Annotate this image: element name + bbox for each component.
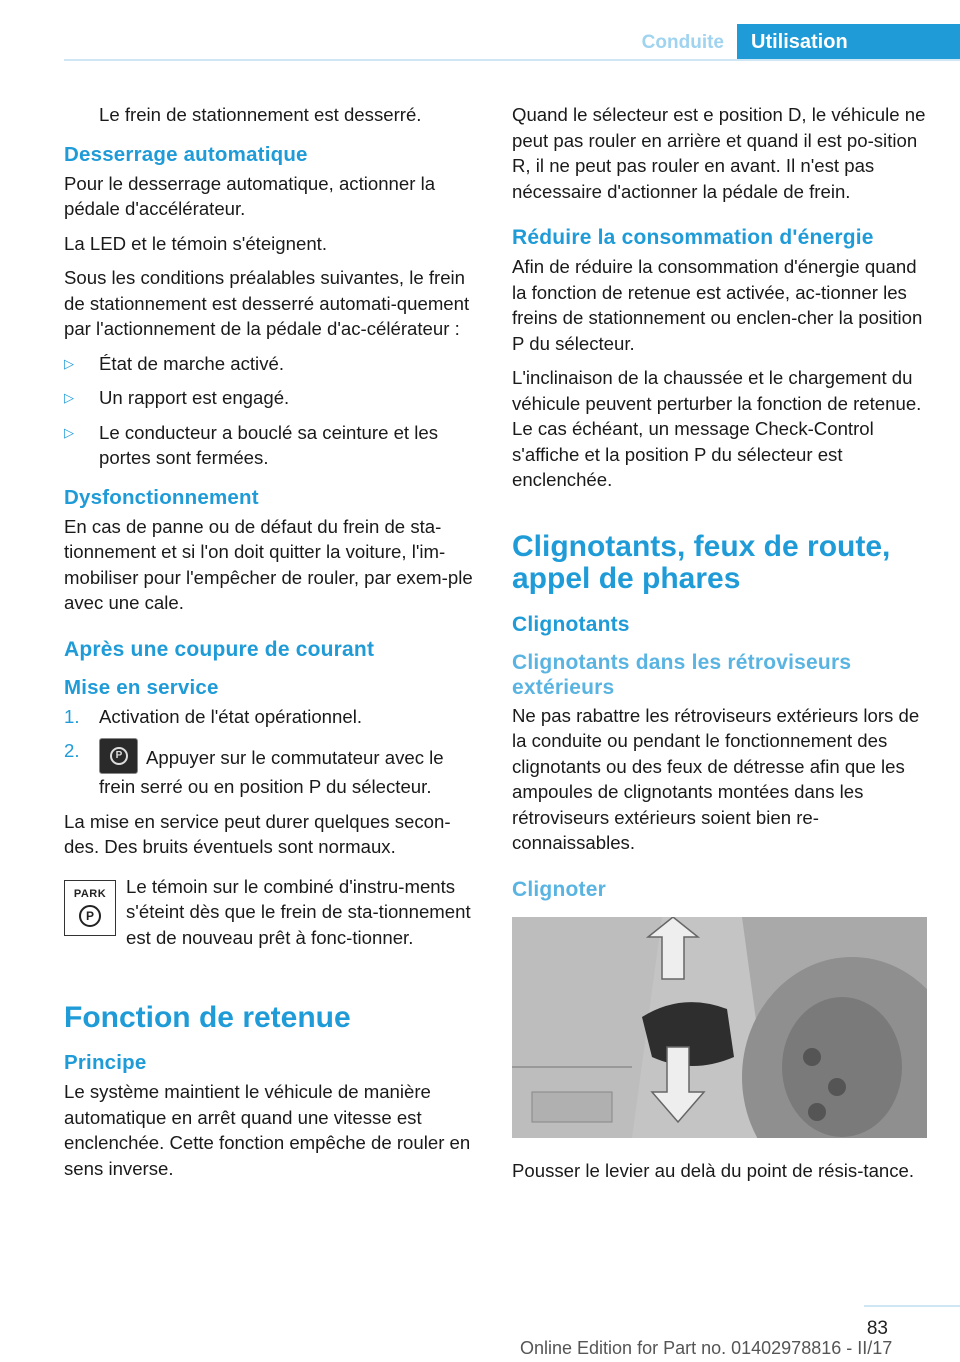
footer-edition: Online Edition for Part no. 01402978816 - II/17	[520, 1338, 893, 1358]
conditions-list	[64, 351, 476, 471]
heading-desserrage-automatique: Desserrage automatique	[64, 142, 308, 166]
paragraph: L'inclinaison de la chaussée et le chargement du véhicule peuvent perturber la fonction de retenue. Le cas échéant, un message Check-Control s'affiche et la position P du sélecteur est enclenchée.	[512, 367, 922, 490]
paragraph: Afin de réduire la consommation d'énergie quand la fonction de retenue est activée, ac-tionner les freins de stationnement ou enclen-cher la position P du sélecteur.	[512, 256, 923, 354]
page-number: 83	[866, 1318, 888, 1339]
list-item: ▷ Le conducteur a bouclé sa ceinture et les portes sont fermées.	[64, 421, 439, 468]
list-item: ▷ Un rapport est engagé.	[64, 385, 476, 411]
list-item: ▷ État de marche activé.	[64, 351, 476, 377]
heading-mise-en-service: Mise en service	[64, 675, 219, 699]
bullet-icon: ▷	[64, 355, 74, 371]
paragraph: Ne pas rabattre les rétroviseurs extérieurs lors de la conduite ou pendant le fonctionnement des clignotants ou des feux de détresse afin que les ampoules de clignotants montées dans les rétroviseurs extérieurs soient bien re-connaissables.	[512, 704, 920, 853]
bullet-icon: ▷	[64, 424, 74, 440]
heading-apres-coupure: Après une coupure de courant	[64, 637, 375, 661]
paragraph: La mise en service peut durer quelques secon-des. Des bruits éventuels sont normaux.	[64, 810, 451, 857]
paragraph: Pousser le levier au delà du point de résis-tance.	[512, 1159, 915, 1181]
intro-text: Le frein de stationnement est desserré.	[99, 104, 422, 125]
paragraph: En cas de panne ou de défaut du frein de sta-tionnement et si l'on doit quitter la voiture, l'im-mobiliser pour l'empêcher de rouler, par exem-ple avec une cale.	[64, 515, 473, 613]
header-tab-utilisation[interactable]: Utilisation	[737, 24, 960, 61]
heading-principe: Principe	[64, 1051, 147, 1074]
turn-signal-lever-photo	[512, 917, 927, 1138]
step-item: 2. P Appuyer sur le commutateur avec le frein serré ou en position P du sélecteur.	[64, 740, 444, 797]
heading-clignotants-retroviseurs: Clignotants dans les rétroviseurs extérieurs	[512, 650, 852, 699]
indicator-note	[64, 874, 476, 951]
heading-clignotants: Clignotants	[512, 612, 630, 636]
bullet-icon: ▷	[64, 390, 74, 405]
parking-brake-switch-icon: P	[99, 738, 138, 774]
heading-dysfonctionnement: Dysfonctionnement	[64, 485, 259, 509]
paragraph: Sous les conditions préalables suivantes, le frein de stationnement est desserré automati-quement par l'actionnement de la pédale d'ac-célérateur :	[64, 267, 470, 339]
left-column	[64, 102, 476, 1190]
header-tab-conduite[interactable]: Conduite	[641, 32, 724, 53]
steps-list	[64, 704, 476, 800]
park-indicator-icon: PARK P	[64, 880, 116, 936]
heading-clignotants-feux: Clignotants, feux de route, appel de phares	[512, 529, 891, 595]
paragraph: La LED et le témoin s'éteignent.	[64, 232, 327, 254]
header-rule	[64, 59, 960, 61]
heading-reduire-consommation: Réduire la consommation d'énergie	[512, 226, 874, 249]
footer-rule	[864, 1305, 960, 1307]
heading-clignoter: Clignoter	[512, 877, 606, 901]
paragraph: Quand le sélecteur est e position D, le véhicule ne peut pas rouler en arrière et quand il est po-sition R, il ne peut pas rouler en avant. Il n'est pas nécessaire d'actionner la pédale de frein.	[512, 104, 926, 202]
paragraph: Pour le desserrage automatique, actionner la pédale d'accélérateur.	[64, 172, 436, 219]
heading-fonction-de-retenue: Fonction de retenue	[64, 1001, 351, 1034]
paragraph: Le système maintient le véhicule de manière automatique en arrêt quand une vitesse est enclenchée. Cette fonction empêche de rouler en sens inverse.	[64, 1081, 471, 1179]
step-item: 1. Activation de l'état opérationnel.	[64, 705, 362, 727]
indicator-text: Le témoin sur le combiné d'instru-ments s'éteint dès que le frein de sta-tionnement est de nouveau prêt à fonc-tionner.	[126, 875, 471, 948]
lever-illustration	[512, 917, 927, 1138]
right-column	[512, 102, 927, 1192]
